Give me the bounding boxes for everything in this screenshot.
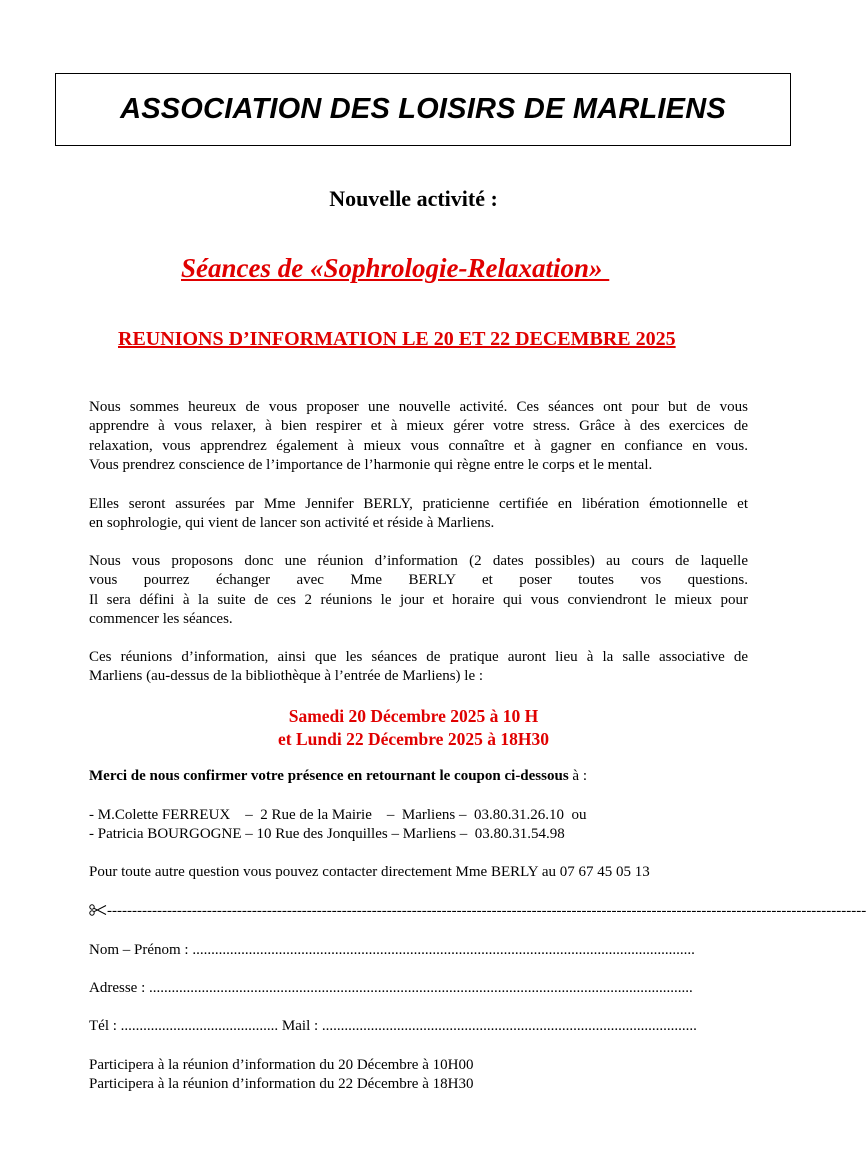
meetings-heading: REUNIONS D’INFORMATION LE 20 ET 22 DECEMBRE 2025 xyxy=(118,328,676,350)
attendance-options xyxy=(89,1056,473,1095)
contact-1: - M.Colette FERREUX – 2 Rue de la Mairie – Marliens – 03.80.31.26.10 ou xyxy=(89,807,587,823)
page-title: ASSOCIATION DES LOISIRS DE MARLIENS xyxy=(120,93,726,125)
paragraph-line: en sophrologie, qui vient de lancer son activité et réside à Marliens. xyxy=(89,515,495,532)
option-20-december[interactable]: Participera à la réunion d’information du 20 Décembre à 10H00 xyxy=(89,1057,474,1073)
date-1: Samedi 20 Décembre 2025 à 10 H xyxy=(288,706,539,726)
paragraph-line: Ces réunions d’information, ainsi que les séances de pratique auront lieu à la salle associative de xyxy=(89,649,748,665)
activity-title: Séances de «Sophrologie-Relaxation» xyxy=(181,253,610,283)
paragraph-line: relaxation, vous apprendrez également à mieux vous connaître et à gagner en confiance en vous. xyxy=(89,437,748,454)
paragraph-line: Marliens (au-dessus de la bibliothèque à l’entrée de Marliens) le : xyxy=(89,668,484,685)
confirm-bold: Merci de nous confirmer votre présence en retournant le coupon ci-dessous xyxy=(89,768,569,784)
cut-dashes: -------------------------------------------------------------------------------------------------------------------------------------------------------- xyxy=(107,903,866,919)
paragraph-location xyxy=(89,648,748,687)
paragraph-meeting xyxy=(89,552,748,629)
name-field[interactable]: Nom – Prénom : ...................................................................................................................................... xyxy=(89,942,695,958)
option-22-december[interactable]: Participera à la réunion d’information du 22 Décembre à 18H30 xyxy=(89,1076,474,1093)
paragraph-line: Elles seront assurées par Mme Jennifer BERLY, praticienne certifiée en libération émotionnelle et xyxy=(89,496,748,512)
tel-mail-field[interactable]: Tél : .......................................... Mail : .................................................................................................... xyxy=(89,1018,697,1034)
contact-list xyxy=(89,806,586,845)
confirm-rest: à : xyxy=(568,768,587,784)
paragraph-line: Vous prendrez conscience de l’importance de l’harmonie qui règne entre le corps et le mental. xyxy=(89,456,653,473)
paragraph-line: commencer les séances. xyxy=(89,610,233,627)
paragraph-line: Nous vous proposons donc une réunion d’information (2 dates possibles) au cours de laquelle xyxy=(89,553,748,569)
confirm-text xyxy=(89,767,587,786)
scissors-icon xyxy=(89,904,107,916)
paragraph-instructor xyxy=(89,495,748,534)
meeting-dates xyxy=(0,705,827,751)
contact-2: - Patricia BOURGOGNE – 10 Rue des Jonquilles – Marliens – 03.80.31.54.98 xyxy=(89,826,565,843)
paragraph-line: Il sera défini à la suite de ces 2 réunions le jour et horaire qui vous conviendront le mieux pour xyxy=(89,591,748,608)
new-activity-heading: Nouvelle activité : xyxy=(329,186,498,211)
date-2: et Lundi 22 Décembre 2025 à 18H30 xyxy=(278,729,549,749)
cut-line xyxy=(89,903,866,920)
other-question: Pour toute autre question vous pouvez contacter directement Mme BERLY au 07 67 45 05 13 xyxy=(89,864,650,880)
paragraph-line: apprendre à vous relaxer, à bien respirer et à mieux gérer votre stress. Grâce à des exercices de xyxy=(89,418,748,435)
paragraph-line: vous pourrez échanger avec Mme BERLY et poser toutes vos questions. xyxy=(89,572,748,589)
paragraph-line: Nous sommes heureux de vous proposer une nouvelle activité. Ces séances ont pour but de vous xyxy=(89,399,748,415)
header-box xyxy=(55,73,791,146)
address-field[interactable]: Adresse : ................................................................................................................................................. xyxy=(89,980,693,996)
paragraph-intro xyxy=(89,398,748,475)
